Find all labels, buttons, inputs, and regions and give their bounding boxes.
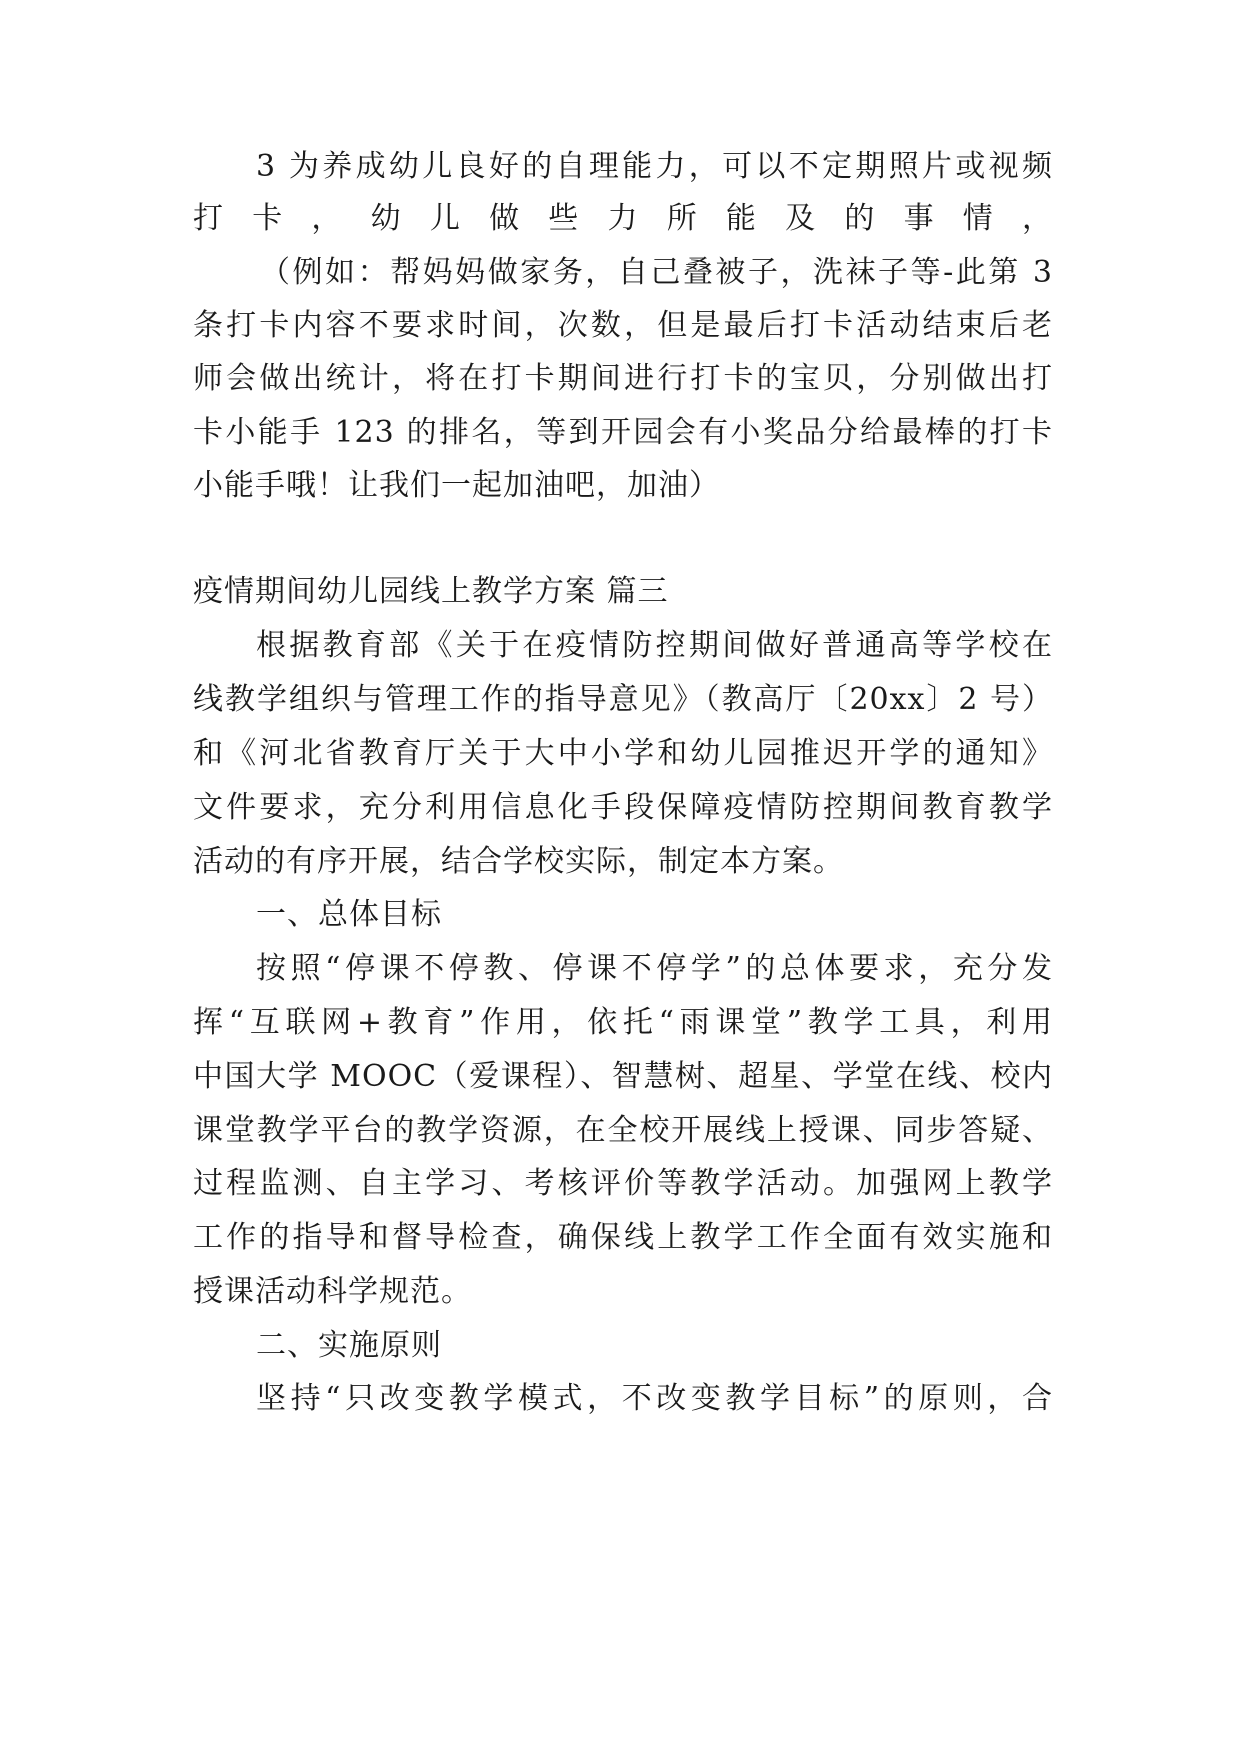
subsection-heading: 二、实施原则 [256,1328,442,1363]
body-text-line: 坚持“只改变教学模式，不改变教学目标”的原则，合 [256,1381,1053,1416]
body-text-line: 活动的有序开展，结合学校实际，制定本方案。 [193,844,844,879]
body-text-line: 过程监测、自主学习、考核评价等教学活动。加强网上教学 [193,1166,1053,1201]
body-text-line: 挥“互联网+教育”作用，依托“雨课堂”教学工具，利用 [193,1005,1053,1040]
body-text-line: （例如：帮妈妈做家务，自己叠被子，洗袜子等-此第 3 [260,255,1053,290]
body-text-line: 根据教育部《关于在疫情防控期间做好普通高等学校在 [256,628,1053,663]
body-text-line: 课堂教学平台的教学资源，在全校开展线上授课、同步答疑、 [193,1113,1053,1148]
body-text-line: 条打卡内容不要求时间，次数，但是最后打卡活动结束后老 [193,308,1053,343]
body-text-line: 线教学组织与管理工作的指导意见》（教高厅〔20xx〕2 号） [193,682,1053,717]
body-text-line: 中国大学 MOOC（爱课程）、智慧树、超星、学堂在线、校内 [193,1059,1053,1094]
body-text-line: 卡小能手 123 的排名，等到开园会有小奖品分给最棒的打卡 [193,415,1053,450]
body-text-line: 授课活动科学规范。 [193,1274,472,1309]
body-text-line: 文件要求，充分利用信息化手段保障疫情防控期间教育教学 [193,790,1053,825]
subsection-heading: 一、总体目标 [256,897,442,932]
body-text-line: 按照“停课不停教、停课不停学”的总体要求，充分发 [256,951,1053,986]
body-text-line: 师会做出统计，将在打卡期间进行打卡的宝贝，分别做出打 [193,361,1053,396]
body-text-line: 小能手哦！让我们一起加油吧，加油） [193,468,720,503]
body-text-line: 和《河北省教育厅关于大中小学和幼儿园推迟开学的通知》 [193,736,1053,771]
section-heading: 疫情期间幼儿园线上教学方案 篇三 [193,574,669,609]
body-text-line: 工作的指导和督导检查，确保线上教学工作全面有效实施和 [193,1220,1053,1255]
body-text-line: 3 为养成幼儿良好的自理能力，可以不定期照片或视频 [256,149,1053,184]
body-text-line: 打卡，幼儿做些力所能及的事情， [193,201,1053,236]
